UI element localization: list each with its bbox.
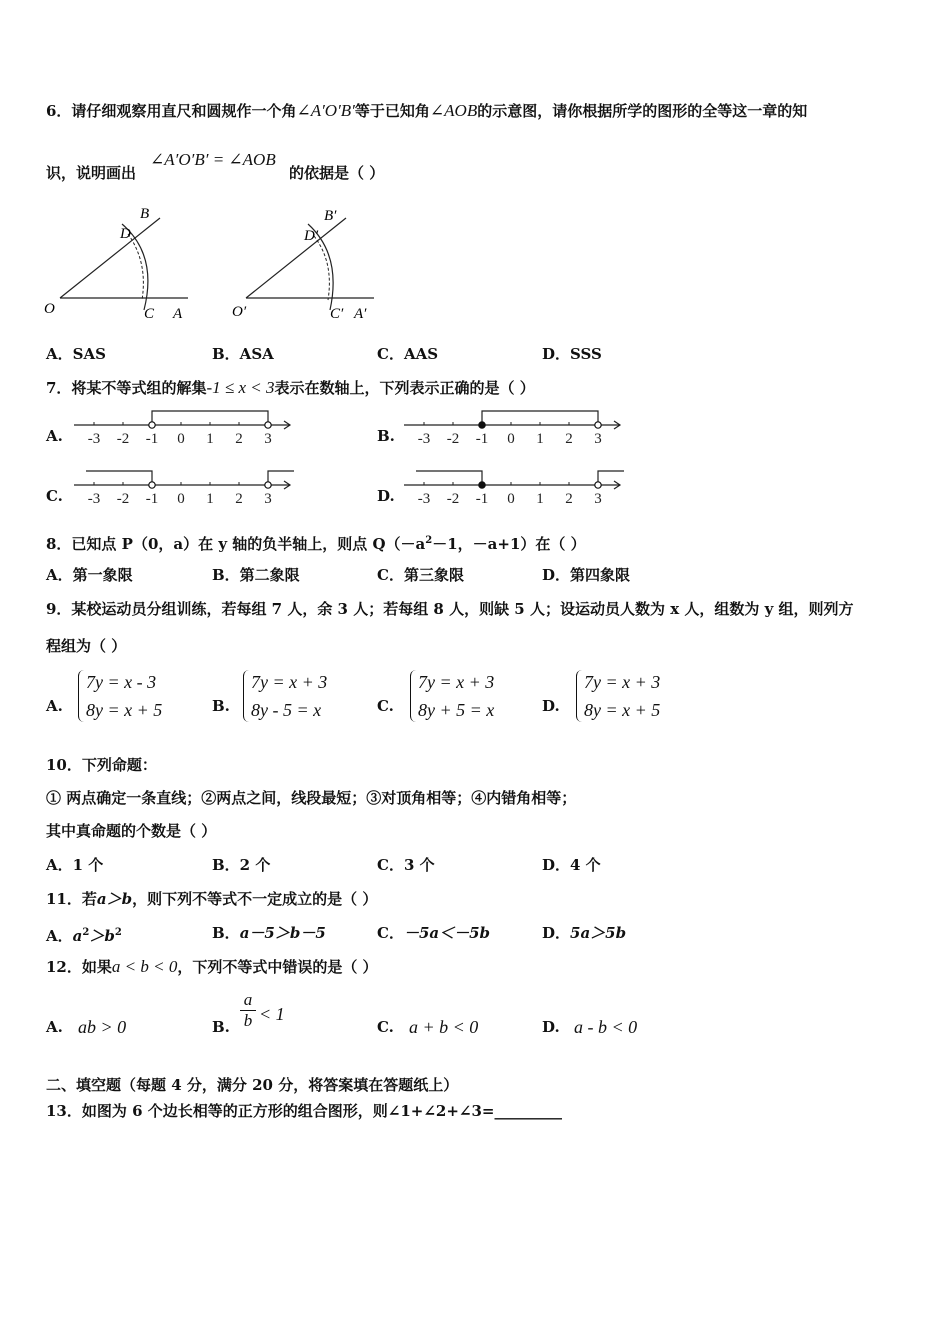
option-label: C． [377, 924, 404, 942]
q10-option-d[interactable]: D．4 个 [542, 856, 601, 874]
tick-label: 0 [507, 491, 515, 507]
q12-cond: a < b < 0 [111, 957, 178, 976]
q8-text: 8．已知点 P（0，a）在 y 轴的负半轴上，则点 Q（－a [46, 535, 426, 553]
tick-label: 3 [264, 431, 272, 447]
q6-angle1: ∠A′O′B′ [296, 101, 355, 120]
open-point [595, 482, 601, 488]
tick-label: 2 [565, 491, 573, 507]
label-B: B [140, 206, 150, 222]
q12-b-numerator: a [243, 990, 253, 1009]
q6-angle2: ∠AOB [429, 101, 478, 120]
q13-answer-blank[interactable]: _________ [494, 1102, 562, 1120]
tick-label: -1 [145, 491, 159, 507]
q7-numberline-b[interactable] [402, 405, 627, 450]
q8-option-a[interactable]: A．第一象限 [46, 566, 133, 584]
q6-text: 6．请仔细观察用直尺和圆规作一个角 [46, 102, 297, 120]
q11-d-text: 5a＞5b [570, 924, 627, 942]
q11-option-d[interactable] [542, 923, 626, 943]
q11-cond: a＞b [96, 890, 133, 908]
q10-items: ① 两点确定一条直线；②两点之间，线段最短；③对顶角相等；④内错角相等； [46, 789, 577, 807]
tick-label: -2 [116, 431, 130, 447]
q6-option-d[interactable]: D．SSS [542, 345, 602, 363]
solution-bracket-left [86, 471, 152, 485]
tick-label: 3 [594, 431, 602, 447]
q8-stem [46, 531, 586, 554]
section2-heading: 二、填空题（每题 4 分，满分 20 分，将答案填在答题纸上） [46, 1076, 459, 1094]
q10-stem: 10．下列命题： [46, 756, 157, 774]
tick-label: -1 [475, 491, 489, 507]
q11-stem [46, 889, 377, 909]
tick-label: 2 [235, 431, 243, 447]
label-O: O [44, 301, 55, 317]
q9-line1: 9．某校运动员分组训练，若每组 7 人，余 3 人；若每组 8 人，则缺 5 人；设运动员人数为 x 人，组数为 y 组，则列方 [46, 600, 854, 618]
q9-c-eq2: 8y + 5 = x [418, 700, 495, 720]
solution-bracket-left [416, 471, 482, 485]
q12-b-rel: < 1 [259, 1004, 285, 1024]
tick-label: 3 [594, 491, 602, 507]
q6-option-b[interactable]: B．ASA [212, 345, 274, 363]
tick-label: 1 [206, 431, 214, 447]
q6-line2-post [289, 163, 384, 183]
option-label: A． [46, 927, 73, 945]
closed-point [479, 422, 485, 428]
q6-figure-right [228, 200, 388, 325]
q6-text: 等于已知角 [354, 102, 430, 120]
q7-numberline-d[interactable] [402, 465, 637, 510]
q8-option-b[interactable]: B．第二象限 [212, 566, 300, 584]
q7-option-a-label[interactable]: A. [46, 427, 63, 445]
tick-label: 1 [536, 431, 544, 447]
q13-text: 13．如图为 6 个边长相等的正方形的组合图形，则∠1+∠2+∠3= [46, 1102, 495, 1120]
label-D: D [120, 226, 131, 242]
q6-line2 [46, 163, 136, 183]
q12-b-fraction [240, 990, 256, 1031]
open-point [149, 482, 155, 488]
q12-option-c: a + b < 0 [409, 1017, 479, 1037]
q6-text: 的示意图，请你根据所学的图形的全等这一章的知 [477, 102, 808, 120]
q12-option-a-label[interactable]: A. [46, 1018, 63, 1036]
q7-text: 7．将某不等式组的解集 [46, 379, 207, 397]
q6-text: 的依据是（ ） [289, 164, 385, 182]
label-C-prime: C′ [330, 306, 344, 322]
label-O-prime: O′ [232, 304, 247, 320]
q12-option-d: a - b < 0 [574, 1017, 638, 1037]
q9-b-eq1: 7y = x + 3 [251, 672, 328, 692]
open-point [265, 482, 271, 488]
open-point [149, 422, 155, 428]
tick-label: -3 [87, 431, 101, 447]
q12-option-d-label[interactable]: D. [542, 1018, 560, 1036]
q10-option-c[interactable]: C．3 个 [377, 856, 435, 874]
q7-numberline-c[interactable] [72, 465, 297, 510]
tick-label: 2 [565, 431, 573, 447]
q12-text: ，下列不等式中错误的是（ ） [177, 958, 378, 976]
closed-point [479, 482, 485, 488]
q10-question: 其中真命题的个数是（ ） [46, 822, 217, 840]
q12-b-denominator: b [243, 1011, 253, 1030]
q9-d-eq1: 7y = x + 3 [584, 672, 661, 692]
q7-option-b-label[interactable]: B. [377, 427, 395, 445]
tick-label: -2 [446, 431, 460, 447]
solution-bracket-right [268, 471, 294, 485]
q7-option-d-label[interactable]: D. [377, 487, 395, 505]
q11-text: ，则下列不等式不一定成立的是（ ） [132, 890, 378, 908]
q11-option-a[interactable] [46, 923, 122, 946]
q8-text: －1，－a+1）在（ ） [432, 535, 586, 553]
open-point [595, 422, 601, 428]
q12-option-c-label[interactable]: C. [377, 1018, 394, 1036]
option-label: B． [212, 924, 240, 942]
label-A-prime: A′ [354, 306, 367, 322]
tick-label: -2 [446, 491, 460, 507]
q6-text: 识，说明画出 [46, 164, 137, 182]
q9-b-eq2: 8y - 5 = x [251, 700, 322, 720]
label-B-prime: B′ [324, 208, 337, 224]
q8-option-c[interactable]: C．第三象限 [377, 566, 464, 584]
q9-a-eq2: 8y = x + 5 [86, 700, 163, 720]
q6-option-c[interactable]: C．AAS [377, 345, 439, 363]
q6-line1 [46, 101, 807, 121]
label-D-prime: D′ [304, 228, 319, 244]
q12-stem [46, 957, 378, 977]
tick-label: -3 [417, 491, 431, 507]
label-C: C [144, 306, 155, 322]
q13-stem [46, 1101, 562, 1121]
q9-option-d-label[interactable]: D. [542, 697, 560, 715]
q9-option-a-label[interactable]: A. [46, 697, 63, 715]
q8-sup: 2 [425, 535, 433, 546]
tick-label: 2 [235, 491, 243, 507]
q10-option-a[interactable]: A．1 个 [46, 856, 104, 874]
tick-label: -1 [475, 431, 489, 447]
q11-a-base: a [72, 927, 83, 945]
open-point [265, 422, 271, 428]
q11-b-text: a－5＞b－5 [239, 924, 326, 942]
q6-equation [150, 150, 276, 170]
q11-option-b[interactable] [212, 923, 326, 943]
q11-a-sup2: 2 [114, 927, 122, 938]
tick-label: 0 [177, 491, 185, 507]
q12-option-b-label[interactable]: B. [212, 1018, 230, 1036]
q11-text: 11．若 [46, 890, 97, 908]
q11-option-c[interactable] [377, 923, 490, 943]
q9-d-eq2: 8y = x + 5 [584, 700, 661, 720]
q9-option-c-label[interactable]: C. [377, 697, 394, 715]
q6-option-a[interactable]: A．SAS [46, 345, 106, 363]
q9-option-b-label[interactable]: B. [212, 697, 230, 715]
tick-label: 1 [536, 491, 544, 507]
option-label: D． [542, 924, 571, 942]
tick-label: 3 [264, 491, 272, 507]
tick-label: -1 [145, 431, 159, 447]
q12-option-a: ab > 0 [78, 1017, 127, 1037]
tick-label: -2 [116, 491, 130, 507]
tick-label: -3 [87, 491, 101, 507]
q6-figure-left [40, 200, 200, 325]
tick-label: 1 [206, 491, 214, 507]
tick-label: -3 [417, 431, 431, 447]
label-A: A [173, 306, 183, 322]
q7-text: 表示在数轴上，下列表示正确的是（ ） [274, 379, 535, 397]
q9-c-eq1: 7y = x + 3 [418, 672, 495, 692]
q9-a-eq1: 7y = x - 3 [86, 672, 157, 692]
tick-label: 0 [507, 431, 515, 447]
q7-inequality: -1 ≤ x < 3 [206, 378, 275, 397]
q9-line2: 程组为（ ） [46, 637, 127, 655]
q7-option-c-label[interactable]: C. [46, 487, 63, 505]
q10-option-b[interactable]: B．2 个 [212, 856, 271, 874]
q11-a-mid: ＞b [89, 927, 115, 945]
solution-bracket-right [598, 471, 624, 485]
q7-numberline-a[interactable] [72, 405, 297, 450]
q12-text: 12．如果 [46, 958, 112, 976]
tick-label: 0 [177, 431, 185, 447]
q11-a-sup: 2 [82, 927, 90, 938]
q6-equation-text: ∠A′O′B′ = ∠AOB [150, 150, 276, 169]
q7-stem [46, 378, 535, 398]
q8-option-d[interactable]: D．第四象限 [542, 566, 631, 584]
q11-c-text: －5a＜－5b [403, 924, 491, 942]
